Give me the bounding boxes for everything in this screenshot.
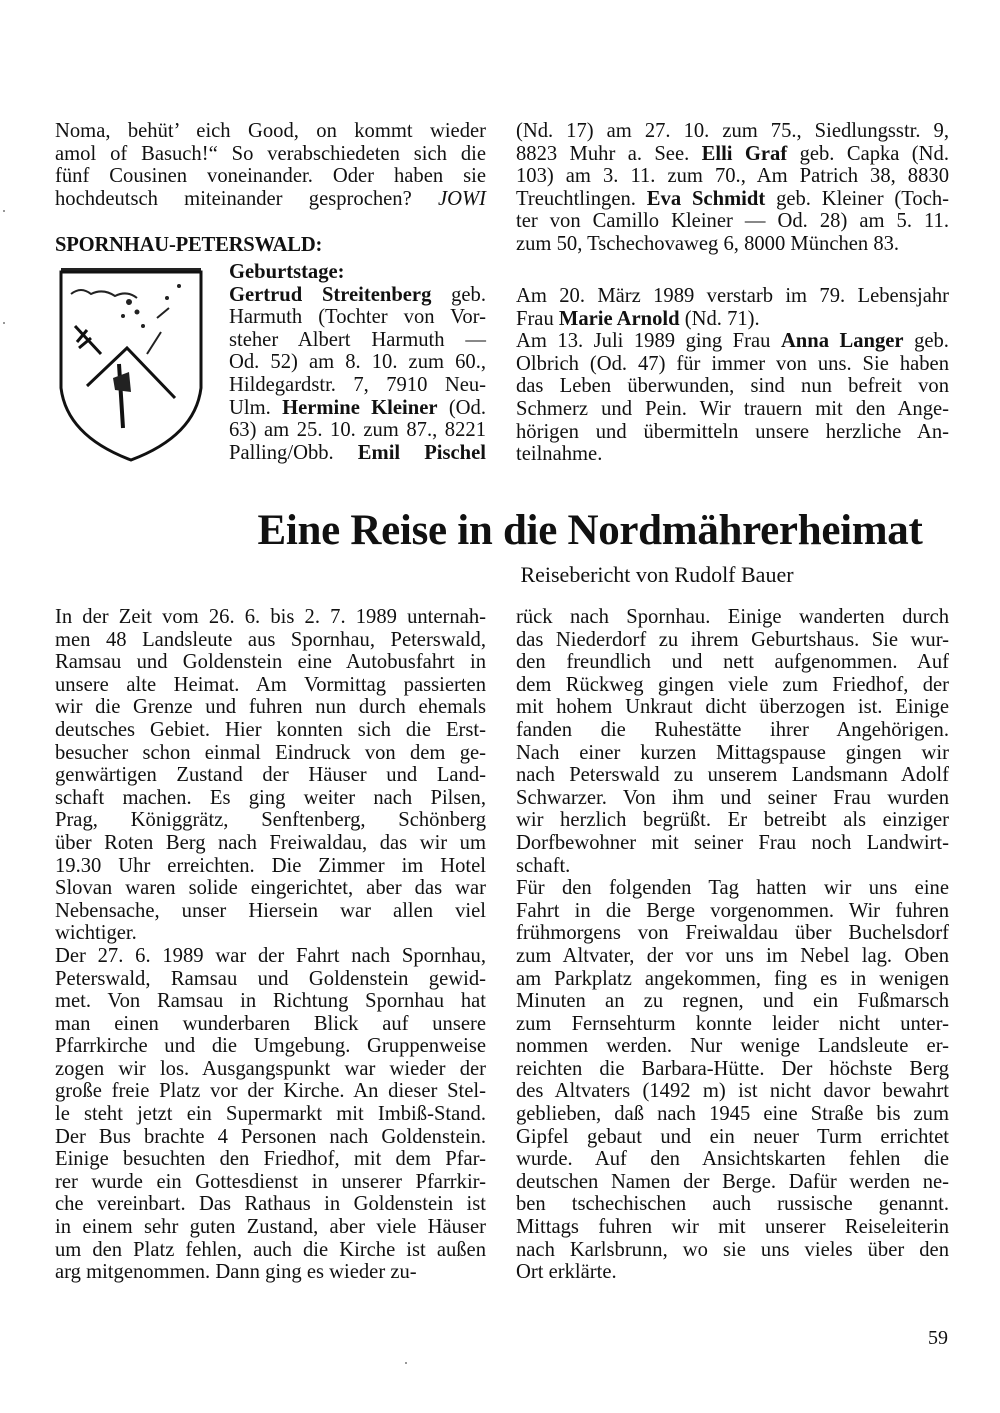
text-line: des Altvaters (1492 m) ist nicht davor bewahrt — [516, 1080, 949, 1103]
text-line: Slovan waren solide eingerichtet, aber das war — [55, 877, 486, 900]
text-line: Schmerz und Pein. Wir trauern mit den Ange- — [516, 397, 949, 420]
text-line: ben tschechischen auch russische genannt. — [516, 1193, 949, 1216]
text-line: besucher schon einmal Eindruck von dem ge- — [55, 741, 486, 764]
text-line: Peterswald, Ramsau und Goldenstein gewid- — [55, 967, 486, 990]
text-line: Ramsau und Goldenstein eine Autobusfahrt in — [55, 651, 486, 674]
text-line: unsere alte Heimat. Am Vormittag passierten — [55, 673, 486, 696]
text-line: um den Platz fehlen, auch die Kirche ist außen — [55, 1238, 486, 1261]
article-left-column — [55, 606, 486, 1284]
text-line: hörigen und übermitteln unsere herzliche An- — [516, 420, 949, 443]
text-line: zum Fernsehturm konnte leider nicht unter- — [516, 1012, 949, 1035]
text-line: geblieben, daß nach 1945 eine Straße bis zum — [516, 1103, 949, 1126]
text-line: genwärtigen Zustand der Häuser und Land- — [55, 764, 486, 787]
text-line: Am 20. März 1989 verstarb im 79. Lebensjahr — [516, 285, 949, 307]
text-line: den freundlich und nett aufgenommen. Auf — [516, 651, 949, 674]
text-line: in einem sehr guten Zustand, aber viele Häuser — [55, 1216, 486, 1239]
text-line: schaft machen. Es ging weiter nach Pilsen, — [55, 786, 486, 809]
text-line: Schwarzer. Von ihm und seiner Frau wurden — [516, 786, 949, 809]
text-line: das Niederdorf zu ihrem Geburtshaus. Sie wur- — [516, 628, 949, 651]
text-line: (Nd. 17) am 27. 10. zum 75., Siedlungsstr. 9, — [516, 120, 949, 142]
text-line: Treuchtlingen. Eva Schmidt geb. Kleiner (Toch- — [516, 187, 949, 210]
text-line: frühmorgens von Freiwaldau über Buchelsdorf — [516, 922, 949, 945]
text-line: Gipfel gebaut und ein neuer Turm errichtet — [516, 1125, 949, 1148]
text-line: che vereinbart. Das Rathaus in Goldenstein ist — [55, 1193, 486, 1216]
text-line: nommen werden. Nur wenige Landsleute er- — [516, 1035, 949, 1058]
text-line: men 48 Landsleute aus Spornhau, Peterswald, — [55, 628, 486, 651]
text-line: wichtiger. — [55, 922, 137, 945]
section-heading: SPORNHAU-PETERSWALD: — [55, 234, 323, 256]
text-line: zum 50, Tschechovaweg 6, 8000 München 83. — [516, 232, 900, 255]
text-line: schaft. — [516, 854, 571, 877]
text-line: wir herzlich begrüßt. Er betreibt als einziger — [516, 809, 949, 832]
text-line: mit hohem Unkraut dicht überzogen ist. Einige — [516, 696, 949, 719]
text-line: fanden die Ruhestätte ihrer Angehörigen. — [516, 718, 949, 741]
text-line: rer wurde ein Gottesdienst in unserer Pfarrkir- — [55, 1170, 486, 1193]
text-line: steher Albert Harmuth — — [229, 328, 486, 351]
text-line: Fahrt in die Berge vorgenommen. Wir fuhren — [516, 899, 949, 922]
text-line: Der 27. 6. 1989 war der Fahrt nach Spornhau, — [55, 944, 486, 967]
text-line: man einen wunderbaren Blick auf unsere — [55, 1012, 486, 1035]
text-line: deutschen Namen der Berge. Dafür werden ne- — [516, 1170, 949, 1193]
scan-speck — [3, 322, 5, 324]
article-right-column — [516, 606, 949, 1284]
text-line: Der Bus brachte 4 Personen nach Goldenstein. — [55, 1125, 486, 1148]
text-line: amol of Basuch!“ So verabschiedeten sich die — [55, 142, 486, 165]
text-line: Nebensache, unser Hiersein war allen viel — [55, 899, 486, 922]
text-line: reichten die Barbara-Hütte. Der höchste Berg — [516, 1057, 949, 1080]
text-line: Od. 52) am 8. 10. zum 60., — [229, 351, 486, 374]
text-line: le steht jetzt ein Supermarkt mit Imbiß-Stand. — [55, 1103, 486, 1126]
text-line: 63) am 25. 10. zum 87., 8221 — [229, 419, 486, 442]
birthdays-label: Geburtstage: — [229, 261, 345, 283]
text-line: fünf Cousinen voneinander. Oder haben sie — [55, 165, 486, 188]
text-line: rück nach Spornhau. Einige wanderten durch — [516, 606, 949, 628]
text-line: Ulm. Hermine Kleiner (Od. — [229, 396, 486, 419]
article-title: Eine Reise in die Nordmährerheimat — [257, 507, 923, 554]
text-line: teilnahme. — [516, 443, 603, 466]
text-line: Dorfbewohner mit seiner Frau noch Landwirt- — [516, 831, 949, 854]
text-line: zum Altvater, der vor uns im Nebel lag. Oben — [516, 944, 949, 967]
text-line: In der Zeit vom 26. 6. bis 2. 7. 1989 unternah- — [55, 606, 486, 628]
author-signature: JOWI — [437, 187, 486, 210]
text-line: Harmuth (Tochter von Vor- — [229, 306, 486, 329]
text-line: Olbrich (Od. 47) für immer von uns. Sie haben — [516, 352, 949, 375]
text-line: Einige besuchten den Friedhof, mit dem Pfar- — [55, 1148, 486, 1171]
text-line: Prag, Königgrätz, Senftenberg, Schönberg — [55, 809, 486, 832]
text-line: Gertrud Streitenberg geb. — [229, 283, 486, 306]
birthdays-paragraph — [229, 261, 486, 464]
text-line: 103) am 3. 11. zum 70., Am Patrich 38, 8830 — [516, 165, 949, 188]
text-line: wir die Grenze und fuhren nun durch ehemals — [55, 696, 486, 719]
text-line: Am 13. Juli 1989 ging Frau Anna Langer geb. — [516, 330, 949, 353]
text-line: Frau Marie Arnold (Nd. 71). — [516, 307, 760, 330]
article-subtitle: Reisebericht von Rudolf Bauer — [520, 562, 794, 587]
text-line: Ort erklärte. — [516, 1261, 617, 1284]
text-line: ter von Camillo Kleiner — Od. 28) am 5. 11. — [516, 210, 949, 233]
text-line: arg mitgenommen. Dann ging es wieder zu- — [55, 1261, 417, 1284]
text-line: über Roten Berg nach Freiwaldau, das wir um — [55, 831, 486, 854]
text-line: große freie Platz vor der Kirche. An dieser Stel- — [55, 1080, 486, 1103]
text-line: nach Karlsbrunn, wo sie uns vieles über den — [516, 1238, 949, 1261]
text-line: deutsches Gebiet. Hier konnten sich die Erst- — [55, 718, 486, 741]
page-number: 59 — [928, 1327, 948, 1349]
text-line: Pfarrkirche und die Umgebung. Gruppenweise — [55, 1035, 486, 1058]
text-line: am Parkplatz angekommen, fing es in wenigen — [516, 967, 949, 990]
text-line: Noma, behüt’ eich Good, on kommt wieder — [55, 120, 486, 142]
text-line: 19.30 Uhr erreichten. Die Zimmer im Hotel — [55, 854, 486, 877]
text-line: das Leben überwunden, sind nun befreit von — [516, 375, 949, 398]
text-line: Nach einer kurzen Mittagspause gingen wir — [516, 741, 949, 764]
spornhau-peterswald-coat-of-arms-icon — [57, 268, 209, 464]
text-line: wurde. Auf den Ansichtskarten fehlen die — [516, 1148, 949, 1171]
text-line: zogen wir los. Ausgangspunkt war wieder der — [55, 1057, 486, 1080]
text-line: Mittags fuhren wir mit unserer Reiseleiterin — [516, 1216, 949, 1239]
birthdays-continued-paragraph — [516, 120, 949, 256]
text-line: hochdeutsch miteinander gesprochen? JOWI — [55, 187, 486, 210]
scan-speck — [3, 210, 5, 212]
intro-paragraph — [55, 120, 486, 210]
text-line: Palling/Obb. Emil Pischel — [229, 441, 486, 464]
text-line: met. Von Ramsau in Richtung Spornhau hat — [55, 990, 486, 1013]
text-line: Für den folgenden Tag hatten wir uns eine — [516, 877, 949, 900]
text-line: Hildegardstr. 7, 7910 Neu- — [229, 373, 486, 396]
text-line: dem Rückweg gingen viele zum Friedhof, der — [516, 673, 949, 696]
text-line: 8823 Muhr a. See. Elli Graf geb. Capka (Nd. — [516, 142, 949, 165]
text-line: Minuten an zu regnen, und ein Fußmarsch — [516, 990, 949, 1013]
scan-speck — [405, 1362, 407, 1364]
text-line: nach Peterswald zu unserem Landsmann Adolf — [516, 764, 949, 787]
obituary-paragraph — [516, 285, 949, 466]
